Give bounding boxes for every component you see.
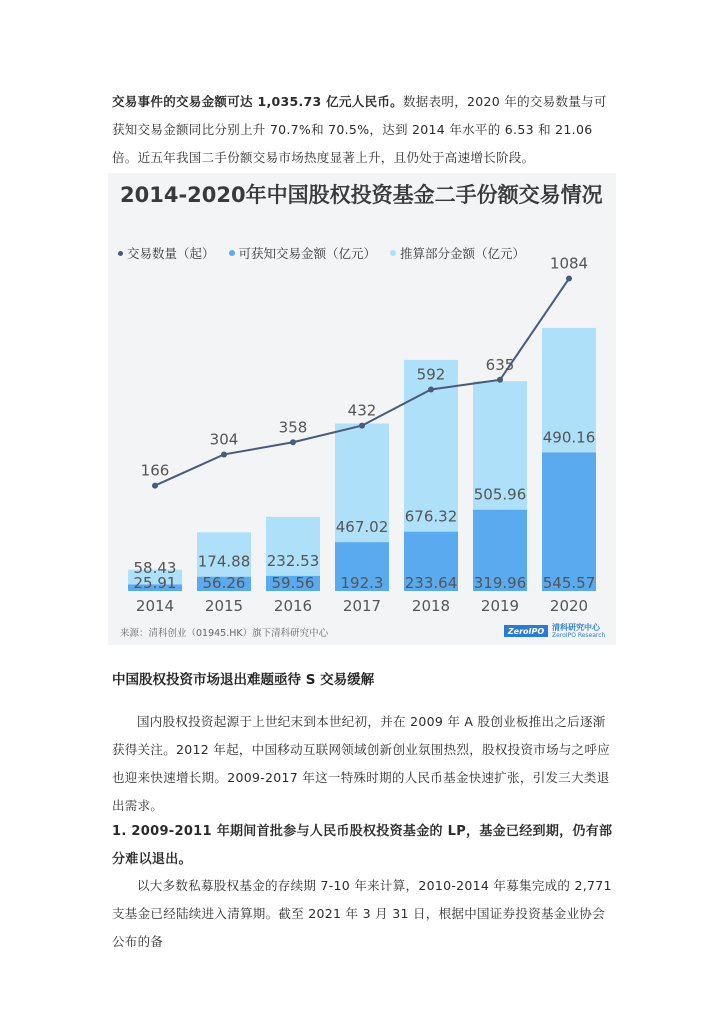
- data-label-count: 635: [485, 355, 515, 374]
- brand-name: 清科研究中心: [552, 623, 600, 632]
- data-label-known: 233.64: [404, 574, 458, 592]
- x-tick-label: 2014: [135, 597, 175, 615]
- x-tick-label: 2016: [273, 597, 313, 615]
- data-label-known: 56.26: [202, 574, 246, 592]
- chart-card: [108, 173, 616, 645]
- data-label-known: 545.57: [542, 574, 596, 592]
- data-label-count: 166: [140, 461, 170, 480]
- data-label-estimated: 174.88: [197, 552, 251, 571]
- intro-bold-text: 交易事件的交易金额可达 1,035.73 亿元人民币。: [112, 94, 403, 109]
- x-tick-label: 2019: [480, 597, 520, 615]
- bar-estimated: [404, 360, 458, 532]
- zeroipo-logo-icon: ZeroIPO: [504, 625, 548, 637]
- legend-item-known: [229, 244, 377, 262]
- data-label-count: 432: [347, 401, 377, 420]
- section-heading: 中国股权投资市场退出难题亟待 S 交易缓解: [112, 672, 375, 688]
- line-point: [566, 276, 572, 282]
- bar-known: [542, 452, 596, 591]
- legend-item-count: [118, 244, 215, 262]
- chart-source: 来源：清科创业（01945.HK）旗下清科研究中心: [120, 628, 329, 639]
- intro-paragraph: [112, 88, 614, 172]
- data-label-known: 192.3: [340, 574, 384, 592]
- legend-label: 推算部分金额（亿元）: [400, 246, 526, 261]
- x-tick-label: 2015: [204, 597, 244, 615]
- x-tick-label: 2020: [549, 597, 589, 615]
- intro-text: 数据表明，2020 年的交易数量与可获知交易金额同比分别上升 70.7%和 70.5%，达到 2014 年水平的 6.53 和 21.06 倍。近五年我国二手份额交易市场热度显著上升，且仍处于高速增长阶段。: [112, 94, 607, 165]
- brand-text: [552, 623, 605, 639]
- line-point: [359, 423, 365, 429]
- brand-name-en: ZeroIPO Research: [552, 632, 606, 639]
- x-tick-label: 2017: [342, 597, 382, 615]
- data-label-estimated: 232.53: [266, 551, 320, 570]
- line-point: [497, 377, 503, 383]
- data-label-count: 592: [416, 365, 446, 384]
- legend-label: 可获知交易金额（亿元）: [238, 246, 377, 261]
- chart-title: 2014-2020年中国股权投资基金二手份额交易情况: [120, 183, 603, 207]
- data-label-estimated: 676.32: [404, 507, 458, 526]
- subheading-paragraph: 1. 2009-2011 年期间首批参与人民币股权投资基金的 LP，基金已经到期，仍有部分难以退出。: [112, 824, 613, 867]
- legend-item-estimated: [390, 244, 525, 262]
- data-label-known: 25.91: [133, 574, 177, 592]
- data-label-count: 304: [209, 430, 239, 449]
- data-label-estimated: 490.16: [542, 428, 596, 447]
- body-paragraph-3: 以大多数私募股权基金的存续期 7-10 年来计算，2010-2014 年募集完成的 2,771 支基金已经陆续进入清算期。截至 2021 年 3 月 31 日，根据中国证券投资基金业协会公布的备: [112, 878, 612, 949]
- line-point: [428, 387, 434, 393]
- chart-legend: [118, 244, 525, 262]
- data-label-known: 59.56: [271, 574, 315, 592]
- data-label-estimated: 505.96: [473, 485, 527, 504]
- data-label-estimated: 467.02: [335, 518, 389, 537]
- legend-label: 交易数量（起）: [127, 246, 215, 261]
- line-point: [152, 483, 158, 489]
- line-point: [290, 439, 296, 445]
- body-paragraph-2: 国内股权投资起源于上世纪末到本世纪初，并在 2009 年 A 股创业板推出之后逐渐获得关注。2012 年起，中国移动互联网领域创新创业氛围热烈，股权投资市场与之呼应也迎来快速增长期。2009-2017 年这一特殊时期的人民币基金快速扩张，引发三大类退出需求。: [112, 714, 611, 813]
- legend-swatch-estimated: [390, 250, 396, 256]
- data-label-count: 1084: [549, 254, 589, 273]
- data-label-count: 358: [278, 418, 308, 437]
- data-label-known: 319.96: [473, 574, 527, 592]
- data-label-estimated: 58.43: [133, 559, 177, 577]
- x-tick-label: 2018: [411, 597, 451, 615]
- legend-swatch-known: [229, 250, 235, 256]
- legend-swatch-line: [118, 251, 123, 256]
- line-point: [221, 451, 227, 457]
- brand-logo: [504, 623, 605, 639]
